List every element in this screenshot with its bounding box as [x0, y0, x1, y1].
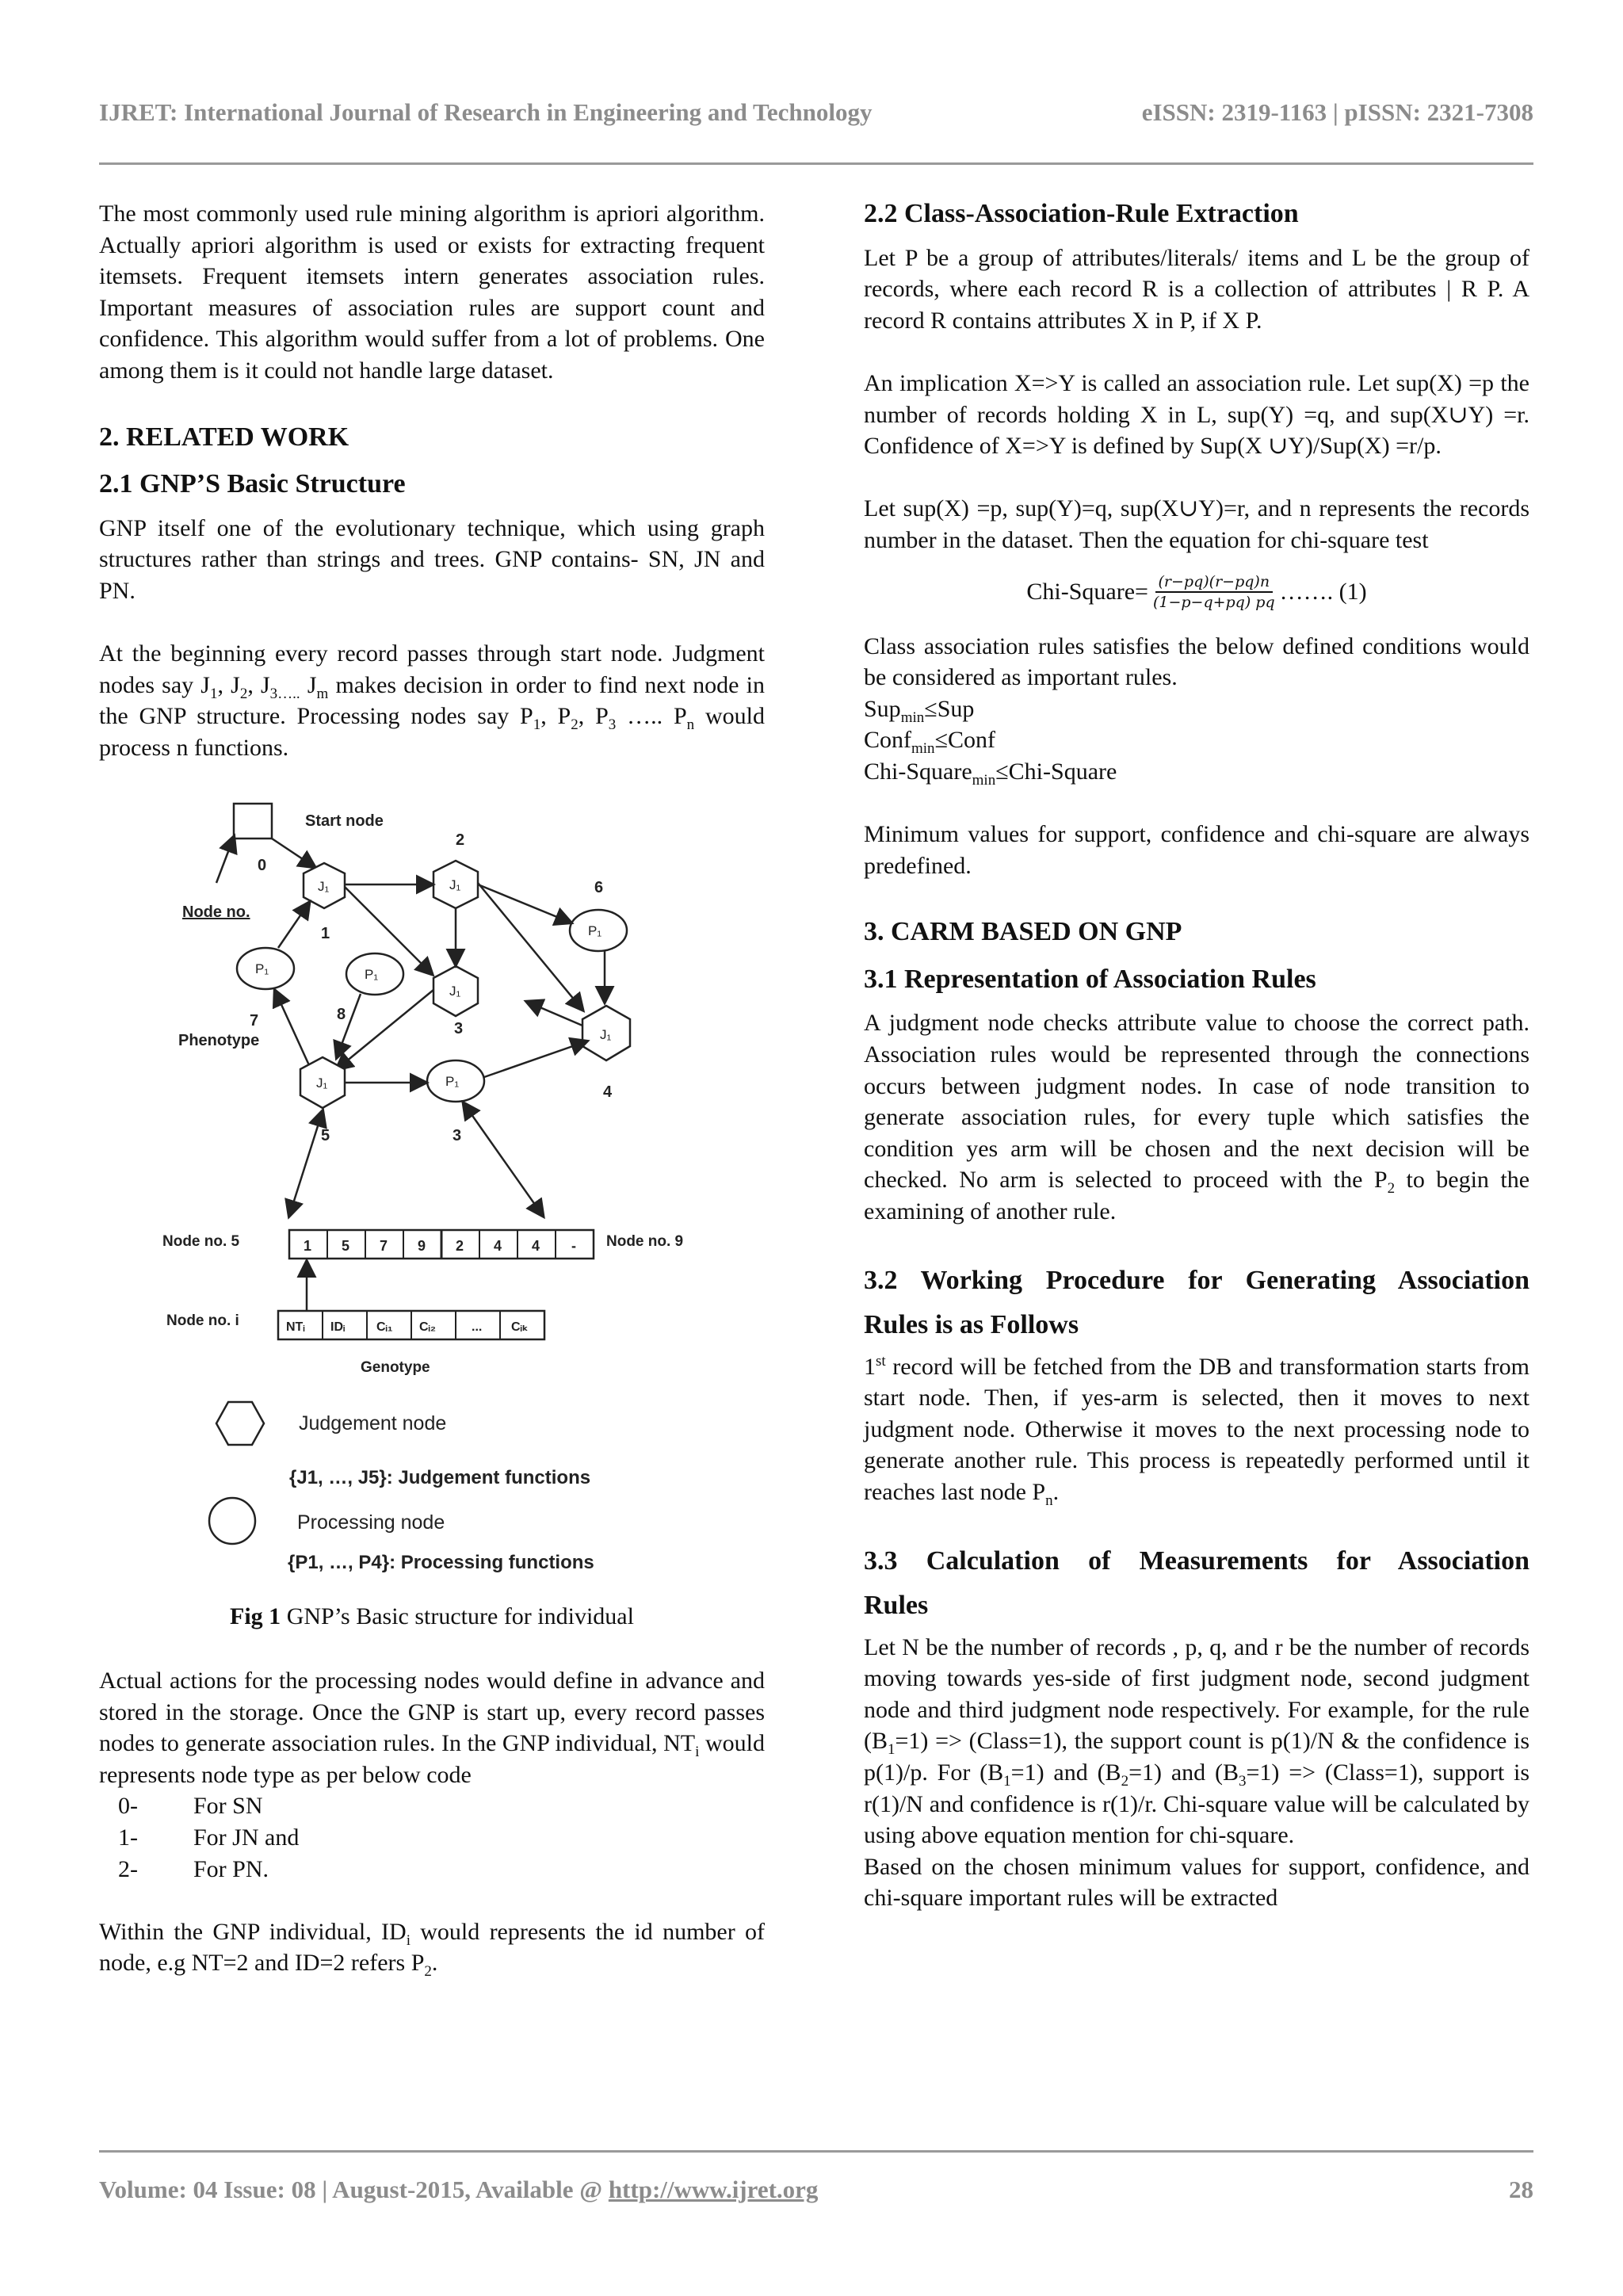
actions-paragraph: Actual actions for the processing nodes would define in advance and stored in the storage. Once the GNP is start up, every record passes nodes to generate association rules. In the GNP individual, $NT_i$ would represents node type as per below code: [99, 1668, 766, 1788]
node-no-label: Node no.: [182, 903, 250, 921]
code-item-2: 2- For PN.: [118, 1855, 269, 1882]
node-number-1: 1: [321, 924, 330, 942]
section-3-2-title: 3.2 Working Procedure for Generating Association: [864, 1265, 1529, 1295]
condition-chi-square: Chi-Square$_{min}$≤Chi-Square: [864, 758, 1117, 789]
node-number-6: 6: [594, 878, 604, 896]
journal-link[interactable]: http://www.ijret.org: [608, 2176, 819, 2203]
node-number-0: 0: [258, 856, 267, 874]
node-number-2: 2: [456, 831, 465, 849]
legend-judgement-label: Judgement node: [299, 1412, 447, 1435]
svg-text:Cᵢₖ: Cᵢₖ: [511, 1320, 529, 1334]
node-number-8: 8: [337, 1005, 346, 1023]
svg-text:IDᵢ: IDᵢ: [330, 1320, 346, 1334]
svg-text:9: 9: [418, 1237, 426, 1254]
svg-text:...: ...: [472, 1320, 483, 1334]
p1-label-6: P₁: [588, 923, 602, 938]
condition-confidence: Conf$_{min}$≤Conf: [864, 727, 996, 758]
footer-rule: [99, 2150, 1533, 2153]
code-item-0: 0- For SN: [118, 1793, 263, 1820]
svg-text:5: 5: [342, 1237, 350, 1254]
legend-processing-functions: {P1, …, P4}: Processing functions: [288, 1551, 594, 1573]
figure-gnp-structure: [99, 772, 749, 1596]
j1-label-1: J₁: [318, 878, 330, 894]
section-2-2-para-4: Class association rules satisfies the below defined conditions would be considered as important rules.: [864, 632, 1529, 691]
start-node-square: [234, 804, 272, 839]
svg-text:1: 1: [304, 1237, 312, 1254]
svg-text:4: 4: [532, 1237, 540, 1254]
right-column: [864, 198, 1529, 1914]
arrow-start-left: [216, 837, 234, 883]
journal-title: IJRET: International Journal of Research in Engineering and Technology: [99, 98, 873, 126]
svg-text:NTᵢ: NTᵢ: [286, 1320, 305, 1334]
gene-row-1: [289, 1230, 594, 1259]
node-number-5: 5: [321, 1126, 330, 1144]
section-2-2-para-2: An implication X=>Y is called an association rule. Let sup(X) =p the number of records holding X in L, sup(Y) =q, and sup(X∪Y) =r. Confidence of X=>Y is defined by Sup(X ∪Y)/Sup(X) =r/p.: [864, 369, 1529, 460]
svg-text:-: -: [571, 1237, 576, 1254]
genotype-label: Genotype: [361, 1358, 430, 1376]
section-3-1-para: A judgment node checks attribute value to choose the correct path. Association rules would be represented through the connections occurs between judgment nodes. In case of node transition to generate association rules, for every tuple which satisfies the condition yes arm will be chosen and the next decision will be checked. No arm is selected to proceed with the $P_2$ to begin the examining of another rule.: [864, 1010, 1530, 1225]
page-number: 28: [1509, 2176, 1533, 2203]
j1-label-5: J₁: [316, 1075, 328, 1091]
section-3-3-para-2: Based on the chosen minimum values for support, confidence, and chi-square important rules will be extracted: [864, 1853, 1529, 1912]
section-2-1-para-2: At the beginning every record passes through start node. Judgment nodes say $J_1$, $J_2$, $J_{3\dots..}$ $J_m$ makes decision in order to find next node in the GNP structure. Processing nodes say $P_1$, $P_2$, $P_3$ ….. $P_n$ would process n functions.: [99, 640, 765, 761]
start-node-label: Start node: [305, 812, 384, 830]
left-column: [99, 198, 765, 1979]
section-2-1-para-1: GNP itself one of the evolutionary technique, which using graph structures rather than strings and trees. GNP contains- SN, JN and PN.: [99, 514, 765, 604]
footer-volume: Volume: 04 Issue: 08 | August-2015, Available @ http://www.ijret.org: [99, 2176, 819, 2203]
svg-text:4: 4: [494, 1237, 502, 1254]
chi-square-equation: Chi-Square= $\frac{(r-pq)(r-pq)n}{(1-p-q+pq) pq}$ ……. (1): [1026, 572, 1367, 611]
section-2-1-title: 2.1 GNP’S Basic Structure: [99, 469, 406, 499]
p1-label-7: P₁: [255, 961, 269, 976]
node-no-i-label: Node no. i: [166, 1312, 239, 1329]
section-2-2-title: 2.2 Class-Association-Rule Extraction: [864, 199, 1299, 228]
section-3-3-title-cont: Rules: [864, 1590, 929, 1620]
j1-label-4: J₁: [600, 1026, 612, 1042]
section-2-2-para-5: Minimum values for support, confidence and chi-square are always predefined.: [864, 821, 1529, 879]
gene-row-2: [278, 1311, 544, 1339]
section-2-2-para-1: Let P be a group of attributes/literals/ items and L be the group of records, where each record R is a collection of attributes | R P. A record R contains attributes X in P, if X P.: [864, 244, 1529, 334]
phenotype-label: Phenotype: [178, 1031, 260, 1049]
svg-text:Cᵢ₂: Cᵢ₂: [419, 1320, 436, 1334]
header-rule: [99, 162, 1533, 165]
p1-label-3: P₁: [445, 1073, 460, 1089]
node-number-3: 3: [453, 1126, 462, 1144]
legend-hexagon-icon: [216, 1402, 264, 1445]
legend-circle-icon: [209, 1498, 255, 1544]
p1-label-8: P₁: [365, 966, 379, 982]
j1-label-3: J₁: [449, 983, 461, 999]
section-2-2-para-3: Let sup(X) =p, sup(Y)=q, sup(X∪Y)=r, and n represents the records number in the dataset. Then the equation for chi-square test: [864, 495, 1529, 553]
svg-text:2: 2: [456, 1237, 464, 1254]
id-paragraph: Within the GNP individual, $ID_i$ would represents the id number of node, e.g NT=2 and ID=2 refers $P_2$.: [99, 1918, 765, 1981]
node-number-7: 7: [250, 1011, 259, 1030]
section-3-2-para: 1st record will be fetched from the DB and transformation starts from start node. Then, if yes-arm is selected, then it moves to next judgment node. Otherwise it moves to the next processing node to generate another rule. This process is repeatedly performed until it reaches last node $P_n$.: [864, 1352, 1529, 1509]
node-number-3-top: 3: [454, 1019, 464, 1037]
svg-text:Cᵢ₁: Cᵢ₁: [376, 1320, 393, 1334]
section-3-3-title: 3.3 Calculation of Measurements for Association: [864, 1545, 1529, 1576]
section-3-2-title-cont: Rules is as Follows: [864, 1309, 1079, 1339]
section-3-title: 3. CARM BASED ON GNP: [864, 917, 1182, 947]
gnp-diagram: [99, 772, 749, 1596]
intro-paragraph: The most commonly used rule mining algorithm is apriori algorithm. Actually apriori algorithm is used or exists for extracting frequent itemsets. Frequent itemsets intern generates association rules. Important measures of association rules are support count and confidence. This algorithm would suffer from a lot of problems. One among them is it could not handle large dataset.: [99, 201, 765, 384]
node-no-9-label: Node no. 9: [606, 1232, 684, 1250]
figure-caption: Fig 1 GNP’s Basic structure for individual: [230, 1603, 634, 1629]
section-2-title: 2. RELATED WORK: [99, 422, 349, 452]
legend-processing-label: Processing node: [297, 1511, 445, 1534]
section-3-1-title: 3.1 Representation of Association Rules: [864, 964, 1316, 994]
node-number-4: 4: [603, 1083, 613, 1101]
arrow-start-j1: [272, 839, 315, 867]
legend-judgement-functions: {J1, …, J5}: Judgement functions: [289, 1466, 591, 1488]
condition-support: Sup$_{min}$≤Sup: [864, 695, 975, 726]
code-item-1: 1- For JN and: [118, 1824, 300, 1851]
issn: eISSN: 2319-1163 | pISSN: 2321-7308: [1141, 98, 1533, 126]
node-no-5-label: Node no. 5: [162, 1232, 240, 1250]
svg-text:7: 7: [380, 1237, 388, 1254]
section-3-3-para: Let N be the number of records , p, q, and r be the number of records moving towards yes-side of first judgment node, second judgment node and third judgment node respectively. For example, for the rule $(B_1=1)$ => (Class=1), the support count is p(1)/N & the confidence is p(1)/p. For $(B_1=1)$ and $(B_2=1)$ and $(B_3=1)$ => (Class=1), support is r(1)/N and confidence is r(1)/r. Chi-square value will be calculated by using above equation mention for chi-square.: [864, 1633, 1529, 1849]
j1-label-2: J₁: [449, 877, 461, 892]
